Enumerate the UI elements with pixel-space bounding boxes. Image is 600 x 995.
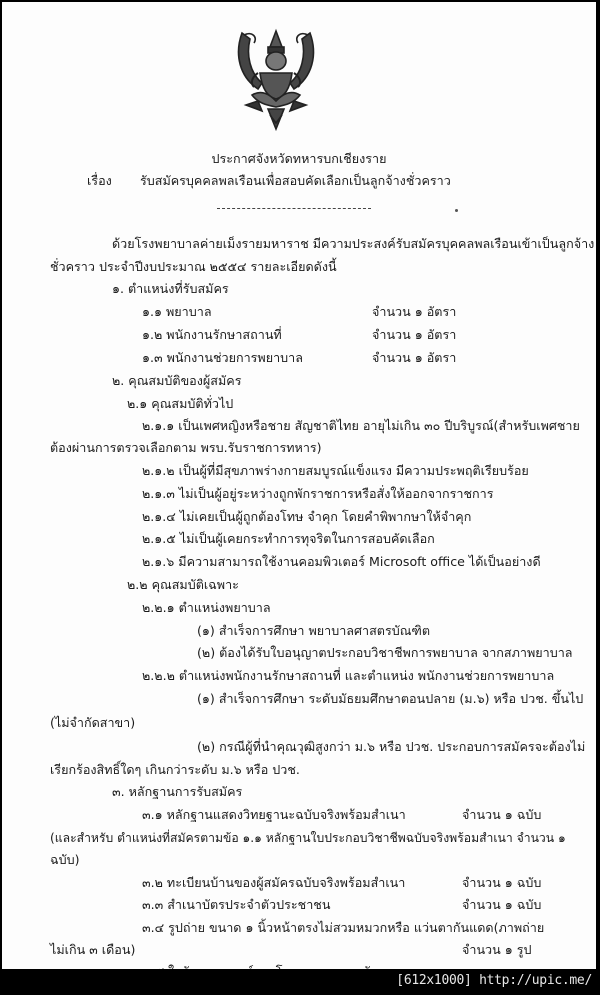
garuda-emblem-icon (232, 25, 320, 133)
nurse-qual-heading: ๒.๒.๑ ตำแหน่งพยาบาล (142, 600, 271, 615)
divider-dot (455, 209, 458, 212)
subject-label: เรื่อง (87, 173, 112, 188)
watermark-link[interactable]: [612x1000] http://upic.me/ (396, 973, 592, 988)
section2-heading: ๒. คุณสมบัติของผู้สมัคร (112, 373, 242, 388)
staff-qual-item-cont: (ไม่จำกัดสาขา) (50, 715, 136, 730)
section3-heading: ๓. หลักฐานการรับสมัคร (112, 784, 243, 799)
position-item: ๑.๓ พนักงานช่วยการพยาบาล (142, 350, 303, 365)
general-qual-item: ๒.๑.๓ ไม่เป็นผู้อยู่ระหว่างถูกพักราชการหรือสั่งให้ออกจากราชการ (142, 486, 494, 501)
document-item-cont: (และสำหรับ ตำแหน่งที่สมัครตามข้อ ๑.๑ หลักฐานใบประกอบวิชาชีพฉบับจริงพร้อมสำเนา จำนวน ๑ (50, 831, 566, 845)
staff-qual-item-cont: เรียกร้องสิทธิ์ใดๆ เกินกว่าระดับ ม.๖ หรือ ปวช. (50, 762, 300, 777)
document-page (2, 2, 596, 969)
specific-qual-heading: ๒.๒ คุณสมบัติเฉพาะ (127, 577, 239, 592)
general-qual-item: ๒.๑.๖ มีความสามารถใช้งานคอมพิวเตอร์ Microsoft office ได้เป็นอย่างดี (142, 554, 541, 569)
document-item: ๓.๒ ทะเบียนบ้านของผู้สมัครฉบับจริงพร้อมสำเนา (142, 875, 406, 890)
document-qty: จำนวน ๑ ฉบับ (462, 897, 542, 912)
staff-qual-item: (๒) กรณีผู้ที่นำคุณวุฒิสูงกว่า ม.๖ หรือ ปวช. ประกอบการสมัครจะต้องไม่ (197, 739, 586, 754)
document-item-cont: ฉบับ) (50, 852, 80, 867)
general-qual-item-cont: ต้องผ่านการตรวจเลือกตาม พรบ.รับราชการทหาร) (50, 440, 322, 455)
subject-text: รับสมัครบุคคลพลเรือนเพื่อสอบคัดเลือกเป็นลูกจ้างชั่วคราว (140, 173, 451, 188)
staff-qual-item: (๑) สำเร็จการศึกษา ระดับมัธยมศึกษาตอนปลาย (ม.๖) หรือ ปวช. ขึ้นไป (197, 691, 584, 706)
general-qual-item: ๒.๑.๑ เป็นเพศหญิงหรือชาย สัญชาติไทย อายุไม่เกิน ๓๐ ปีบริบูรณ์(สำหรับเพศชาย (142, 418, 580, 433)
general-qual-item: ๒.๑.๔ ไม่เคยเป็นผู้ถูกต้องโทษ จำคุก โดยคำพิพากษาให้จำคุก (142, 509, 472, 524)
divider-dashed (217, 208, 371, 209)
position-item: ๑.๒ พนักงานรักษาสถานที่ (142, 327, 282, 342)
position-qty: จำนวน ๑ อัตรา (372, 350, 457, 365)
nurse-qual-item: (๑) สำเร็จการศึกษา พยาบาลศาสตรบัณฑิต (197, 623, 431, 638)
intro-line-2: ชั่วคราว ประจำปีงบประมาณ ๒๕๕๔ รายละเอียดดังนี้ (50, 259, 337, 274)
general-qual-heading: ๒.๑ คุณสมบัติทั่วไป (127, 396, 234, 411)
document-item-cont: ไม่เกิน ๓ เดือน) (50, 942, 136, 957)
position-qty: จำนวน ๑ อัตรา (372, 327, 457, 342)
position-qty: จำนวน ๑ อัตรา (372, 304, 457, 319)
document-item: ๓.๔ รูปถ่าย ขนาด ๑ นิ้วหน้าตรงไม่สวมหมวกหรือ แว่นตากันแดด(ภาพถ่าย (142, 920, 545, 935)
staff-qual-heading: ๒.๒.๒ ตำแหน่งพนักงานรักษาสถานที่ และตำแหน่ง พนักงานช่วยการพยาบาล (142, 668, 555, 683)
footer-bar (0, 969, 600, 995)
general-qual-item: ๒.๑.๒ เป็นผู้ที่มีสุขภาพร่างกายสมบูรณ์แข็งแรง มีความประพฤติเรียบร้อย (142, 463, 529, 478)
general-qual-item: ๒.๑.๕ ไม่เป็นผู้เคยกระทำการทุจริตในการสอบคัดเลือก (142, 531, 435, 546)
document-qty: จำนวน ๑ ฉบับ (462, 875, 542, 890)
announcement-title: ประกาศจังหวัดทหารบกเชียงราย (211, 151, 387, 166)
nurse-qual-item: (๒) ต้องได้รับใบอนุญาตประกอบวิชาชีพการพยาบาล จากสภาพยาบาล (197, 645, 573, 660)
section1-heading: ๑. ตำแหน่งที่รับสมัคร (112, 281, 229, 296)
document-item: ๓.๓ สำเนาบัตรประจำตัวประชาชน (142, 897, 331, 912)
document-item: ๓.๑ หลักฐานแสดงวิทยฐานะฉบับจริงพร้อมสำเนา (142, 807, 406, 822)
document-qty: จำนวน ๑ ฉบับ (462, 807, 542, 822)
document-qty: จำนวน ๑ รูป (462, 942, 532, 957)
intro-line-1: ด้วยโรงพยาบาลค่ายเม็งรายมหาราช มีความประสงค์รับสมัครบุคคลพลเรือนเข้าเป็นลูกจ้าง (112, 236, 595, 251)
position-item: ๑.๑ พยาบาล (142, 304, 212, 319)
